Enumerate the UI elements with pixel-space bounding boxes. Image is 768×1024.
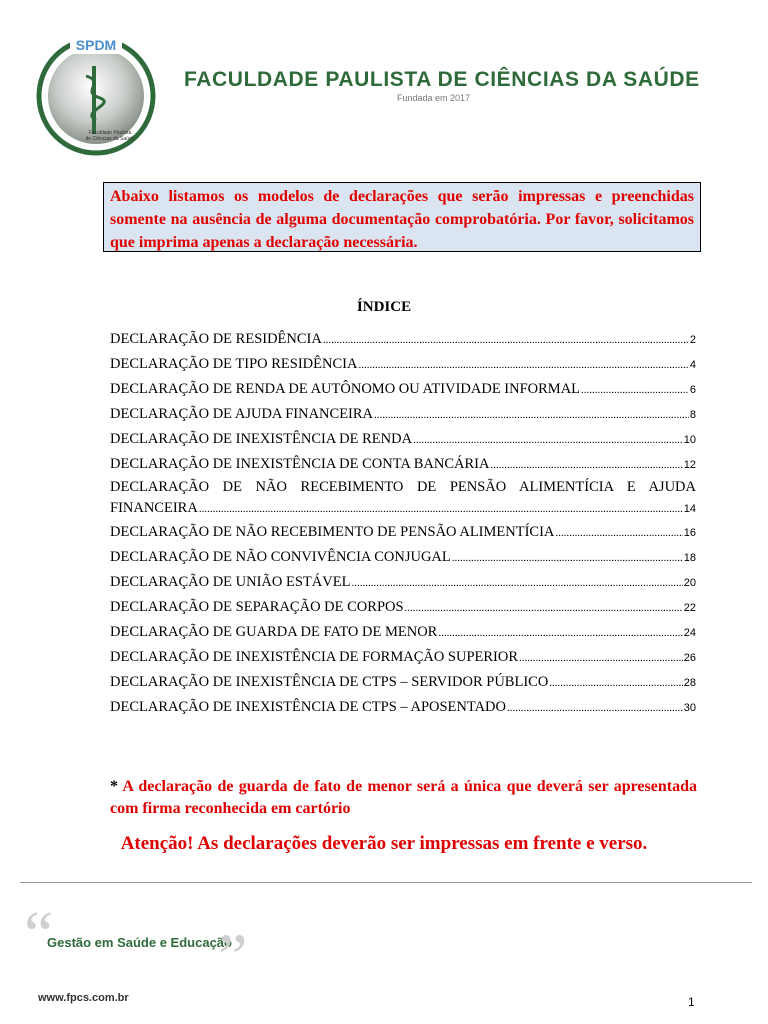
institution-name: FACULDADE PAULISTA DE CIÊNCIAS DA SAÚDE: [184, 68, 700, 91]
toc-page: 16: [683, 527, 696, 539]
toc-label: DECLARAÇÃO DE SEPARAÇÃO DE CORPOS: [110, 599, 404, 615]
toc-leader: [438, 621, 682, 646]
toc-label: DECLARAÇÃO DE TIPO RESIDÊNCIA: [110, 356, 358, 372]
toc-item[interactable]: [110, 545, 696, 570]
toc-item[interactable]: [110, 620, 696, 645]
toc-leader: [374, 403, 689, 428]
toc-label: DECLARAÇÃO DE INEXISTÊNCIA DE CTPS – SERVIDOR PÚBLICO: [110, 674, 549, 690]
toc-page: 8: [689, 409, 696, 421]
open-quote-icon: “: [24, 898, 54, 971]
notary-note-text: A declaração de guarda de fato de menor será a única que deverá ser apresentada com firma reconhecida em cartório: [110, 778, 697, 817]
toc-label: FINANCEIRA: [110, 500, 198, 516]
toc-item[interactable]: [110, 377, 696, 402]
toc-leader: [490, 453, 682, 478]
toc-page: 26: [683, 652, 696, 664]
toc-item[interactable]: [110, 452, 696, 477]
toc-leader: [413, 428, 683, 453]
toc-item[interactable]: [110, 327, 696, 352]
toc-label: DECLARAÇÃO DE NÃO CONVIVÊNCIA CONJUGAL: [110, 549, 451, 565]
toc-page: 18: [683, 552, 696, 564]
toc-leader: [549, 671, 682, 696]
toc-leader: [358, 353, 688, 378]
toc-item[interactable]: [110, 520, 696, 545]
toc-item[interactable]: [110, 645, 696, 670]
toc-page: 22: [683, 602, 696, 614]
toc-item[interactable]: [110, 570, 696, 595]
founded-year: Fundada em 2017: [397, 93, 471, 103]
toc-leader: [555, 521, 682, 546]
footer-tagline: Gestão em Saúde e Educação: [47, 935, 232, 950]
toc-item[interactable]: [110, 427, 696, 452]
toc-label: DECLARAÇÃO DE UNIÃO ESTÁVEL: [110, 574, 351, 590]
toc-leader: [323, 328, 689, 353]
toc-page: 14: [683, 503, 696, 515]
toc-leader: [507, 696, 683, 721]
toc-label: DECLARAÇÃO DE AJUDA FINANCEIRA: [110, 406, 374, 422]
index-title: ÍNDICE: [356, 299, 412, 315]
logo-caption-1: Faculdade Paulista: [88, 130, 132, 136]
toc-page: 24: [683, 627, 696, 639]
toc-leader: [519, 646, 683, 671]
page-number: 1: [688, 995, 695, 1009]
toc-item[interactable]: [110, 670, 696, 695]
close-quote-icon: ”: [218, 921, 248, 994]
toc-label: DECLARAÇÃO DE NÃO RECEBIMENTO DE PENSÃO ALIMENTÍCIA: [110, 524, 555, 540]
toc-page: 30: [683, 702, 696, 714]
toc-page: 28: [683, 677, 696, 689]
logo-wordmark: SPDM: [75, 37, 117, 53]
toc-leader: [199, 498, 683, 520]
toc-item[interactable]: [110, 352, 696, 377]
footer-divider: [20, 882, 752, 883]
toc-label: DECLARAÇÃO DE RESIDÊNCIA: [110, 331, 322, 347]
toc-leader: [351, 571, 682, 596]
toc-label: DECLARAÇÃO DE INEXISTÊNCIA DE CONTA BANCÁRIA: [110, 456, 490, 472]
toc-label: DECLARAÇÃO DE RENDA DE AUTÔNOMO OU ATIVIDADE INFORMAL: [110, 381, 581, 397]
spdm-logo: [36, 36, 156, 156]
notice-box: Abaixo listamos os modelos de declarações que serão impressas e preenchidas somente na ausência de alguma documentação comprobatória. Por favor, solicitamos que imprima apenas a declaração necessária.: [103, 182, 701, 252]
toc-page: 4: [689, 359, 696, 371]
toc-label: DECLARAÇÃO DE INEXISTÊNCIA DE CTPS – APOSENTADO: [110, 699, 506, 715]
notary-note: [110, 776, 697, 820]
toc-label: DECLARAÇÃO DE GUARDA DE FATO DE MENOR: [110, 624, 438, 640]
toc-leader: [405, 596, 683, 621]
toc-leader: [452, 546, 683, 571]
toc-page: 6: [689, 384, 696, 396]
toc-item[interactable]: [110, 402, 696, 427]
attention-message: Atenção! As declarações deverão ser impressas em frente e verso.: [120, 833, 648, 854]
website-link[interactable]: www.fpcs.com.br: [38, 992, 129, 1004]
asterisk: *: [110, 778, 118, 795]
toc-leader: [581, 378, 689, 403]
logo-emblem: [36, 36, 156, 156]
toc-item[interactable]: [110, 477, 696, 520]
table-of-contents: [110, 327, 696, 720]
toc-label: DECLARAÇÃO DE INEXISTÊNCIA DE RENDA: [110, 431, 413, 447]
logo-caption-2: de Ciências da Saúde: [85, 136, 135, 142]
toc-item[interactable]: [110, 695, 696, 720]
toc-item[interactable]: [110, 595, 696, 620]
toc-page: 2: [689, 334, 696, 346]
toc-label: DECLARAÇÃO DE INEXISTÊNCIA DE FORMAÇÃO SUPERIOR: [110, 649, 519, 665]
toc-label-line1: DECLARAÇÃO DE NÃO RECEBIMENTO DE PENSÃO ALIMENTÍCIA E AJUDA: [110, 479, 696, 495]
toc-page: 12: [683, 459, 696, 471]
toc-page: 10: [683, 434, 696, 446]
toc-page: 20: [683, 577, 696, 589]
